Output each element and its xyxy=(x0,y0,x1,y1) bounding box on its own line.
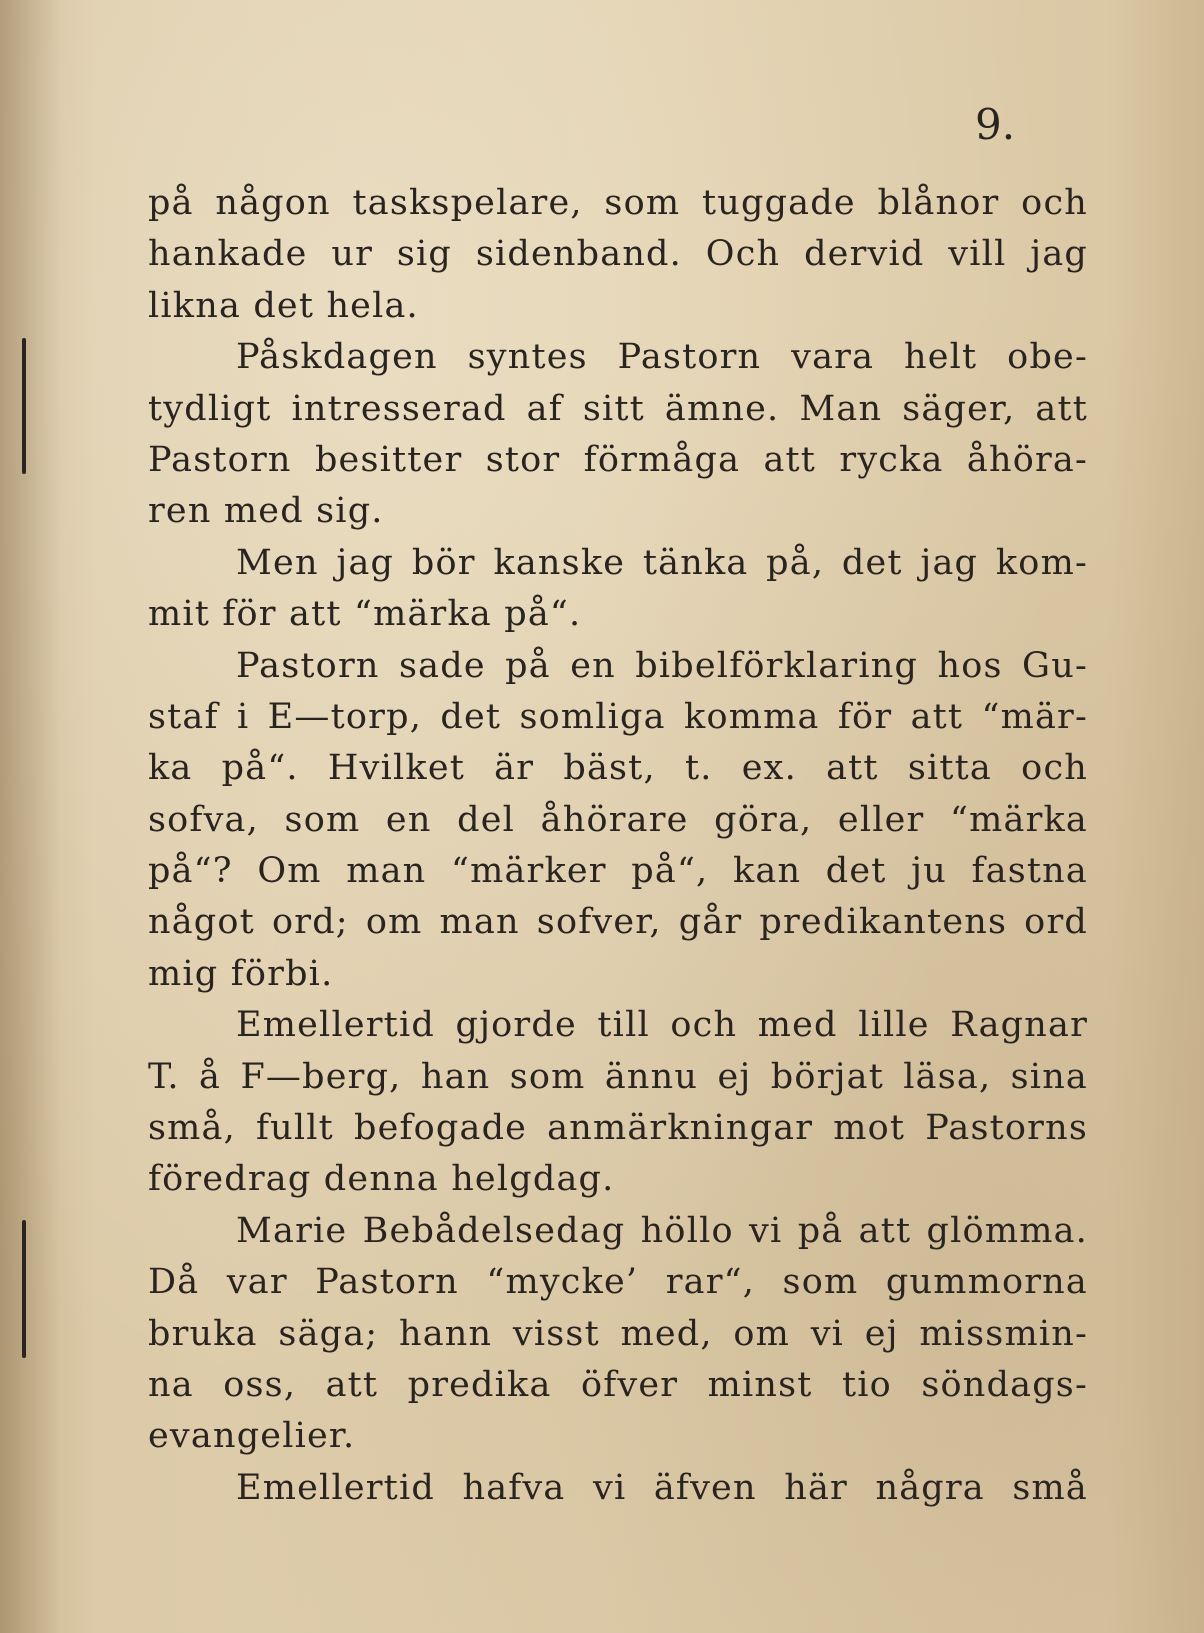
text-line: på“? Om man “märker på“, kan det ju fastna xyxy=(148,851,1088,892)
text-line: Då var Pastorn “mycke’ rar“, som gummorna xyxy=(148,1262,1088,1303)
text-line: Men jag bör kanske tänka på, det jag kom- xyxy=(236,542,1088,583)
page-number: 9. xyxy=(975,100,1016,149)
text-line: Emellertid hafva vi äfven här några små xyxy=(236,1467,1088,1508)
text-line: på någon taskspelare, som tuggade blånor och xyxy=(148,183,1088,223)
text-line: Pastorn besitter stor förmåga att rycka åhöra- xyxy=(148,439,1088,480)
text-line: Påskdagen syntes Pastorn vara helt obe- xyxy=(236,337,1088,378)
text-line: evangelier. xyxy=(148,1416,356,1457)
text-line: Marie Bebådelsedag höllo vi på att glömma. xyxy=(236,1210,1088,1251)
text-line: små, fullt befogade anmärkningar mot Pastorns xyxy=(148,1108,1088,1149)
margin-pencil-mark xyxy=(22,338,26,474)
text-line: mit för att “märka på“. xyxy=(148,594,582,635)
text-line: tydligt intresserad af sitt ämne. Man säger, att xyxy=(148,388,1088,429)
text-line: Pastorn sade på en bibelförklaring hos Gu- xyxy=(236,645,1088,686)
text-line: ren med sig. xyxy=(148,491,384,532)
text-line: ka på“. Hvilket är bäst, t. ex. att sitta och xyxy=(148,748,1088,789)
text-line: föredrag denna helgdag. xyxy=(148,1159,615,1200)
text-line: sofva, som en del åhörare göra, eller “märka xyxy=(148,799,1088,840)
text-line: något ord; om man sofver, går predikantens ord xyxy=(148,902,1088,943)
text-line: hankade ur sig sidenband. Och dervid vill jag xyxy=(148,234,1088,275)
text-line: T. å F—berg, han som ännu ej börjat läsa, sina xyxy=(148,1056,1088,1097)
text-line: likna det hela. xyxy=(148,285,419,326)
text-line: bruka säga; hann visst med, om vi ej missmin- xyxy=(148,1313,1088,1354)
text-line: mig förbi. xyxy=(148,953,334,994)
body-text xyxy=(148,178,1088,1514)
text-line: na oss, att predika öfver minst tio söndags- xyxy=(148,1364,1088,1405)
page-edge-shadow xyxy=(0,0,60,1633)
text-line: staf i E—torp, det somliga komma för att “mär- xyxy=(148,696,1088,737)
margin-pencil-mark xyxy=(22,1220,26,1358)
text-line: Emellertid gjorde till och med lille Ragnar xyxy=(236,1005,1088,1046)
